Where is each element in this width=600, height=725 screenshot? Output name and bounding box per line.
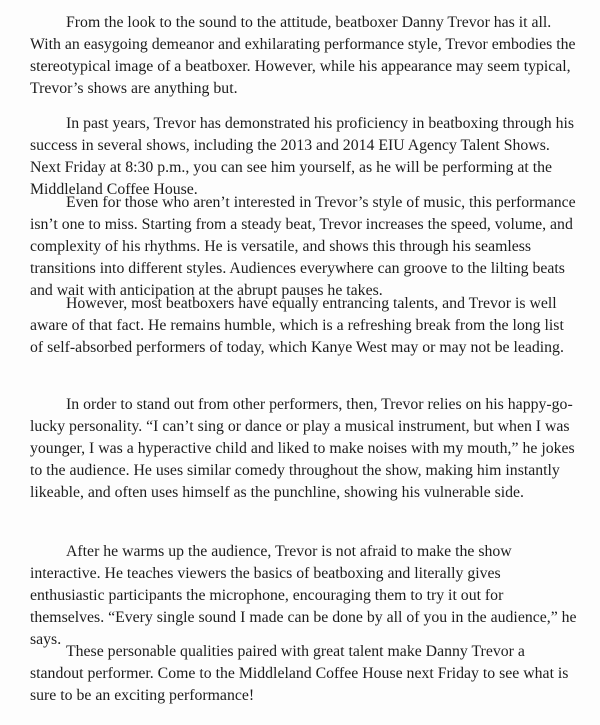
- paragraph-past-years: In past years, Trevor has demonstrated his proficiency in beatboxing through his success in several shows, including the 2013 and 2014 EIU Agency Talent Shows. Next Friday at 8:30 p.m., you can see him yourself, as he will be performing at the Middleland Coffee House.: [30, 115, 575, 198]
- paragraph-personality: In order to stand out from other performers, then, Trevor relies on his happy-go-lucky personality. “I can’t sing or dance or play a musical instrument, but when I was younger, I was a hyperactive child and liked to make noises with my mouth,” he jokes to the audience. He uses similar comedy throughout the show, making him instantly likeable, and often uses himself as the punchline, showing his vulnerable side.: [30, 396, 575, 501]
- paragraph-performance: Even for those who aren’t interested in Trevor’s style of music, this performance isn’t one to miss. Starting from a steady beat, Trevor increases the speed, volume, and complexity of his rhythms. He is versatile, and shows this through his seamless transitions into different styles. Audiences everywhere can groove to the lilting beats and wait with anticipation at the abrupt pauses he takes.: [30, 194, 576, 299]
- paragraph-conclusion: These personable qualities paired with great talent make Danny Trevor a standout performer. Come to the Middleland Coffee House next Friday to see what is sure to be an exciting performance!: [30, 643, 569, 704]
- paragraph-humble: However, most beatboxers have equally entrancing talents, and Trevor is well aware of that fact. He remains humble, which is a refreshing break from the long list of self-absorbed performers of today, which Kanye West may or may not be leading.: [30, 295, 564, 356]
- paragraph-interactive: After he warms up the audience, Trevor is not afraid to make the show interactive. He teaches viewers the basics of beatboxing and literally gives enthusiastic participants the microphone, encouraging them to try it out for themselves. “Every single sound I made can be done by all of you in the audience,” he says.: [30, 543, 577, 648]
- paragraph-intro: From the look to the sound to the attitude, beatboxer Danny Trevor has it all. With an easygoing demeanor and exhilarating performance style, Trevor embodies the stereotypical image of a beatboxer. However, while his appearance may seem typical, Trevor’s shows are anything but.: [30, 14, 576, 97]
